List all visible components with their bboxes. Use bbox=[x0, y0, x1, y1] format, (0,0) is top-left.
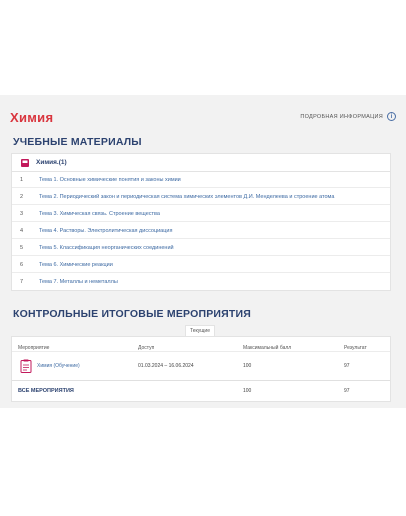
topic-number: 2 bbox=[20, 193, 24, 200]
event-access: 01.03.2024 – 16.06.2024 bbox=[138, 363, 194, 369]
event-name-link[interactable]: Химия (Обучение) bbox=[37, 363, 80, 369]
table-header bbox=[12, 343, 390, 352]
more-info-label: ПОДРОБНАЯ ИНФОРМАЦИЯ bbox=[300, 113, 383, 120]
events-heading: КОНТРОЛЬНЫЕ ИТОГОВЫЕ МЕРОПРИЯТИЯ bbox=[13, 308, 252, 320]
col-event: Мероприятие bbox=[18, 345, 50, 351]
col-access: Доступ bbox=[138, 345, 155, 351]
tab-current[interactable]: Текущие bbox=[185, 325, 215, 336]
course-header[interactable] bbox=[12, 154, 390, 172]
topic-row[interactable] bbox=[12, 189, 390, 205]
info-icon[interactable]: i bbox=[387, 112, 396, 121]
topic-link[interactable]: Тема 7. Металлы и неметаллы bbox=[39, 279, 118, 285]
topic-number: 3 bbox=[20, 210, 24, 217]
page-title: Химия bbox=[10, 110, 54, 125]
topic-number: 5 bbox=[20, 244, 24, 251]
events-table bbox=[11, 336, 391, 402]
col-result: Результат bbox=[344, 345, 367, 351]
topic-number: 6 bbox=[20, 261, 24, 268]
materials-heading: УЧЕБНЫЕ МАТЕРИАЛЫ bbox=[13, 136, 142, 148]
topic-row[interactable] bbox=[12, 240, 390, 256]
event-result: 97 bbox=[344, 363, 350, 369]
topic-link[interactable]: Тема 1. Основные химические понятия и законы химии bbox=[39, 176, 181, 183]
topic-row[interactable] bbox=[12, 172, 390, 188]
col-max: Максимальный балл bbox=[243, 345, 292, 351]
table-row[interactable] bbox=[12, 352, 390, 381]
topic-link[interactable]: Тема 6. Химические реакции bbox=[39, 261, 113, 268]
topic-row[interactable] bbox=[12, 274, 390, 290]
topic-number: 4 bbox=[20, 227, 24, 234]
course-title: Химия.(1) bbox=[36, 159, 67, 166]
topic-link[interactable]: Тема 3. Химическая связь. Строение вещества bbox=[39, 210, 160, 217]
topic-row[interactable] bbox=[12, 206, 390, 222]
topic-number: 1 bbox=[20, 176, 24, 183]
more-info-link[interactable] bbox=[300, 112, 396, 121]
document-icon bbox=[20, 359, 32, 373]
topic-row[interactable] bbox=[12, 257, 390, 273]
topic-number: 7 bbox=[20, 279, 24, 285]
topic-link[interactable]: Тема 4. Растворы. Электролитическая диссоциация bbox=[39, 227, 173, 234]
total-row bbox=[12, 381, 390, 401]
book-icon bbox=[20, 158, 30, 168]
total-result: 97 bbox=[344, 388, 350, 394]
topic-link[interactable]: Тема 2. Периодический закон и периодическая система химических элементов Д.И. Менделеева и строение атома bbox=[39, 193, 335, 200]
event-max: 100 bbox=[243, 363, 252, 369]
materials-card bbox=[11, 153, 391, 291]
topic-link[interactable]: Тема 5. Классификация неорганических соединений bbox=[39, 244, 174, 251]
title-row bbox=[10, 110, 396, 126]
total-label: ВСЕ МЕРОПРИЯТИЯ bbox=[18, 388, 74, 394]
total-max: 100 bbox=[243, 388, 252, 394]
topic-row[interactable] bbox=[12, 223, 390, 239]
